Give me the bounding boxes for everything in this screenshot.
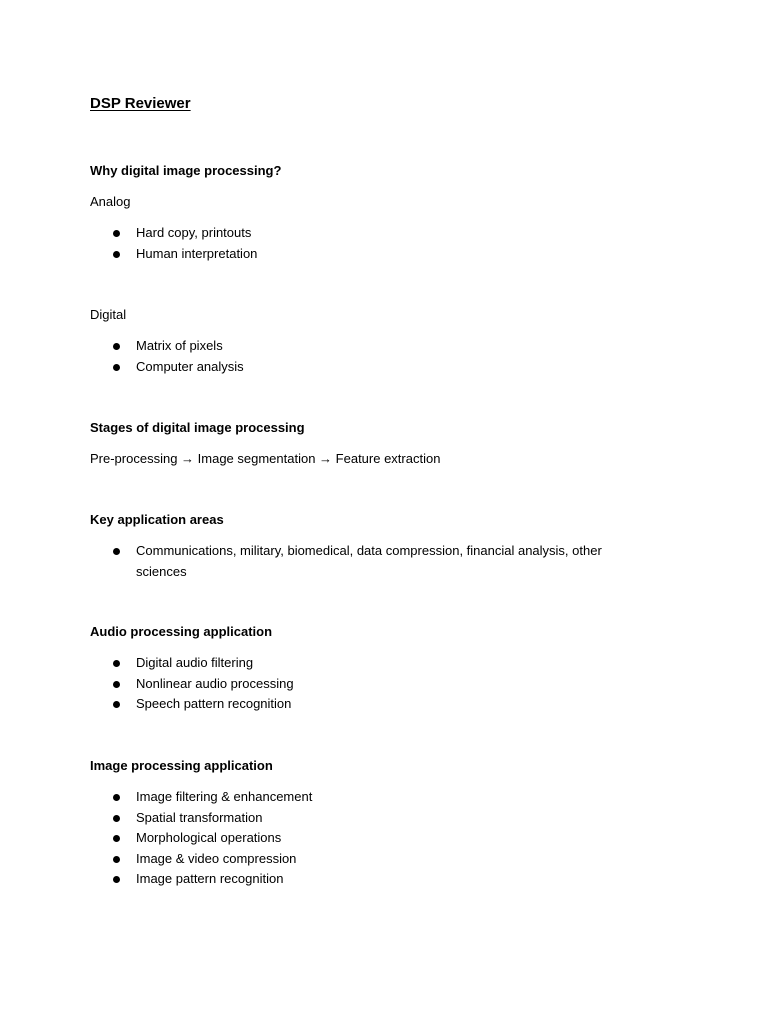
section-digital	[90, 305, 670, 377]
bullet-icon	[113, 251, 120, 258]
list-item: Image filtering & enhancement	[90, 787, 670, 808]
digital-list	[90, 336, 670, 377]
bullet-icon	[113, 794, 120, 801]
bullet-icon	[113, 856, 120, 863]
analog-list	[90, 223, 670, 264]
list-item: Image pattern recognition	[90, 869, 670, 890]
section-stages	[90, 418, 670, 469]
key-areas-list	[90, 541, 650, 582]
bullet-icon	[113, 681, 120, 688]
list-item: Human interpretation	[90, 244, 670, 265]
stages-text: Pre-processing → Image segmentation → Feature extraction	[90, 451, 441, 466]
heading-stages: Stages of digital image processing	[90, 420, 305, 435]
section-image	[90, 756, 670, 890]
bullet-icon	[113, 548, 120, 555]
list-item: Nonlinear audio processing	[90, 674, 670, 695]
list-item: Speech pattern recognition	[90, 694, 670, 715]
list-item: Computer analysis	[90, 357, 670, 378]
image-list	[90, 787, 670, 890]
bullet-icon	[113, 876, 120, 883]
section-key-areas	[90, 510, 670, 582]
bullet-icon	[113, 343, 120, 350]
list-item: Communications, military, biomedical, data compression, financial analysis, other sciences	[90, 541, 650, 582]
bullet-icon	[113, 815, 120, 822]
list-item: Hard copy, printouts	[90, 223, 670, 244]
heading-image: Image processing application	[90, 758, 273, 773]
bullet-icon	[113, 364, 120, 371]
label-analog: Analog	[90, 194, 131, 209]
bullet-icon	[113, 230, 120, 237]
bullet-icon	[113, 660, 120, 667]
list-item: Digital audio filtering	[90, 653, 670, 674]
list-item: Morphological operations	[90, 828, 670, 849]
heading-audio: Audio processing application	[90, 624, 273, 639]
heading-why: Why digital image processing?	[90, 163, 282, 178]
section-audio	[90, 622, 670, 715]
bullet-icon	[113, 701, 120, 708]
label-digital: Digital	[90, 307, 127, 322]
document-title: DSP Reviewer	[90, 95, 191, 112]
list-item: Image & video compression	[90, 849, 670, 870]
list-item: Spatial transformation	[90, 808, 670, 829]
audio-list	[90, 653, 670, 715]
list-item: Matrix of pixels	[90, 336, 670, 357]
bullet-icon	[113, 835, 120, 842]
heading-key-areas: Key application areas	[90, 512, 224, 527]
section-why	[90, 161, 670, 264]
